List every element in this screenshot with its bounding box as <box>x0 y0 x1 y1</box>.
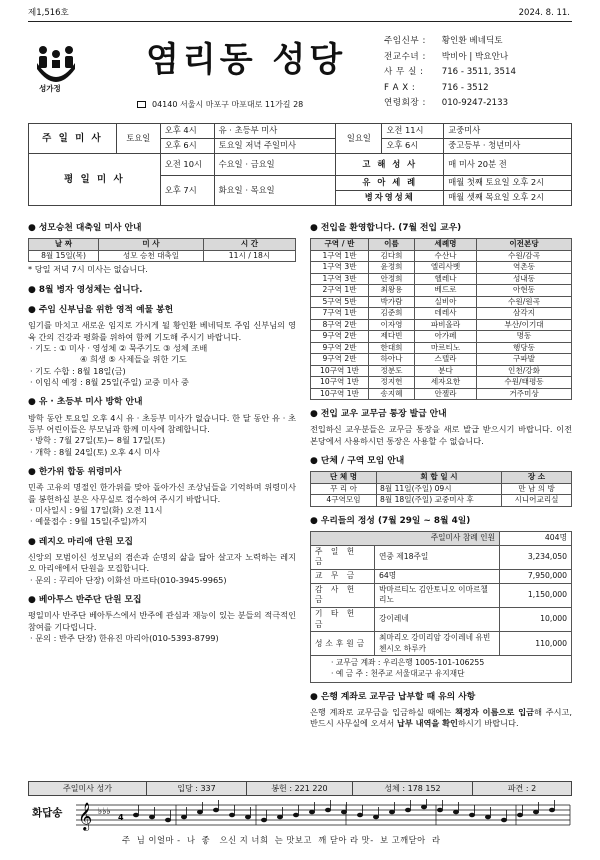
note-head <box>373 815 378 819</box>
issue-date: 2024. 8. 11. <box>518 8 570 18</box>
table-cell: 박가람 <box>369 296 415 307</box>
table-cell: 김다희 <box>369 250 415 261</box>
table-cell: 헬레나 <box>415 273 477 284</box>
sacrament-value: 매월 셋째 목요일 오후 2시 <box>444 191 572 206</box>
section-body: 신앙의 모범이신 성모님의 겸손과 순명의 삶을 닮아 살고자 노력하는 레지오 마리애에서 단원을 모집합니다. <box>28 552 296 574</box>
parish-logo <box>33 45 79 93</box>
account-holder: · 예 금 주 : 천주교 서울대교구 유지재단 <box>331 669 465 679</box>
note-head <box>149 815 154 819</box>
list-item: · 방학 : 7월 27일(토)~ 8월 17일(토) <box>30 435 166 446</box>
note-head <box>549 808 554 812</box>
list-item: · 예물접수 : 9월 15일(주일)까지 <box>30 516 147 527</box>
sacrament-label: 유 아 세 례 <box>336 176 444 191</box>
passbook-section: ● 전입 교우 교무금 통장 발급 안내 전입하신 교우분들은 교무금 통장을 새로 발급 받으시기 바랍니다. 이전 본당에서 사용하시던 통장은 사용할 수 없습니다. <box>310 408 572 446</box>
note-head <box>421 805 426 809</box>
list-item: · 문의 : 반주 단장) 한유진 마리아(010-5393-8799) <box>30 633 219 644</box>
table-cell: 엘리사벳 <box>415 262 477 273</box>
table-cell: 명동 <box>477 331 572 342</box>
saturday-label: 토요일 <box>116 124 160 154</box>
logo-caption: 성가정 <box>39 84 61 93</box>
responsorial-label: 화답송 <box>32 807 63 819</box>
offering-cat: 주 일 헌 금 <box>311 545 375 569</box>
address: 04140 서울시 마포구 마포대로 11가길 28 <box>152 100 304 109</box>
svg-text:♭♭♭: ♭♭♭ <box>98 807 111 817</box>
table-cell: 역촌동 <box>477 262 572 273</box>
staff-row: F A X : 716 - 3512 <box>384 82 489 93</box>
table-cell: 성내동 <box>477 273 572 284</box>
table-cell: 8구역 2반 <box>311 319 369 330</box>
assumption-table: 날 짜 미 사 시 간 8월 15일(목) 성모 승천 대축일 11시 / 18시 <box>28 238 296 262</box>
note-head <box>357 813 362 817</box>
table-cell: 10구역 1반 <box>311 365 369 376</box>
sat-mass-name: 토요일 저녁 주일미사 <box>214 139 336 154</box>
mail-icon <box>137 101 146 108</box>
sick-communion-section: ● 8월 병자 영성체는 쉽니다. <box>28 284 143 295</box>
table-cell: 파비올라 <box>415 319 477 330</box>
table-cell: 김준희 <box>369 308 415 319</box>
sun-mass-name: 교중미사 <box>444 124 572 139</box>
sacrament-label: 고 해 성 사 <box>336 154 444 176</box>
beatus-recruit-section: ● 베아투스 반주단 단원 모집 평일미사 반주단 베아투스에서 반주에 관심과 재능이 있는 분들의 적극적인 참여를 기다립니다. · 문의 : 반주 단장) 한유진 마리아(010-5393-8799) <box>28 595 296 644</box>
staff-row: 주임신부 : 황인환 베네딕토 <box>384 36 503 46</box>
sun-time: 오후 6시 <box>382 139 444 154</box>
offering-desc: 연중 제18주일 <box>375 545 500 569</box>
table-cell: 제다빈 <box>369 331 415 342</box>
note-head <box>437 808 442 812</box>
table-cell: 안젤라 <box>415 388 477 399</box>
kids-mass-vacation-section: ● 유 · 초등부 미사 방학 안내 방학 동안 토요일 오후 4시 유 · 초등부 미사가 없습니다. 한 달 동안 유 · 초등부 어린이들은 부모님과 함께 미사에 참례합니다. · 방학 : 7월 27일(토)~ 8월 17일(토) · 개학 : 8월 24일(토) 오후 4시 미사 <box>28 397 296 457</box>
table-cell: 이자영 <box>369 319 415 330</box>
sacrament-value: 매월 첫째 토요일 오후 2시 <box>444 176 572 191</box>
right-column <box>310 222 572 730</box>
note-head <box>261 818 266 822</box>
table-cell: 삼각지 <box>477 308 572 319</box>
offering-amount: 1,150,000 <box>500 583 572 607</box>
section-title: 전입 교우 교무금 통장 발급 안내 <box>320 408 447 419</box>
note-head <box>229 813 234 817</box>
attendance-label: 주일미사 참례 인원 <box>311 532 500 546</box>
table-cell: 1구역 1반 <box>311 250 369 261</box>
table-cell: 마르티노 <box>415 342 477 353</box>
table-cell: 1구역 3반 <box>311 262 369 273</box>
staff-row: 사 무 실 : 716 - 3511, 3514 <box>384 67 516 77</box>
staff-row: 전교수녀 : 박비아 | 박요안나 <box>384 51 509 62</box>
table-cell: 11시 / 18시 <box>204 250 296 261</box>
sat-time: 오후 6시 <box>160 139 214 154</box>
weekday-days: 화요일 · 목요일 <box>214 176 336 206</box>
account-number: · 교무금 계좌 : 우리은행 1005-101-106255 <box>331 658 485 668</box>
offering-desc: 64명 <box>375 570 500 584</box>
table-row <box>311 583 572 607</box>
note-head <box>485 815 490 819</box>
treble-clef-icon: 𝄞 <box>78 802 93 830</box>
section-body: 임기를 마치고 새로운 임지로 가시게 될 황인환 베네딕토 주임 신부님의 영육 간의 건강과 평화를 위하여 함께 기도해 주시기 바랍니다. <box>28 320 296 342</box>
section-title: 은행 계좌로 교무금 납부할 때 유의 사항 <box>320 691 476 702</box>
section-title: 한가위 합동 위령미사 <box>38 467 122 477</box>
group-meeting-section: ● 단체 / 구역 모임 안내 단 체 명 회 합 일 시 장 소 꾸 리 아 8월 11일(주일) 09시 만 남 의 방 4구역모임 8월 18일(주일) 교중미사 후 시니어교리실 <box>310 455 572 507</box>
table-row <box>311 250 572 261</box>
table-cell: 윤정희 <box>369 262 415 273</box>
table-cell: 거주미상 <box>477 388 572 399</box>
table-cell: 수원/감곡 <box>477 250 572 261</box>
list-item: · 기도 : ① 미사 · 영성체 ② 묵주기도 ③ 성체 조배 <box>30 343 208 354</box>
section-body: 방학 동안 토요일 오후 4시 유 · 초등부 미사가 없습니다. 한 달 동안 유 · 초등부 어린이들은 부모님과 함께 미사에 참례합니다. <box>28 412 296 435</box>
table-row: 4구역모임 8월 18일(주일) 교중미사 후 시니어교리실 <box>311 495 572 506</box>
table-row <box>311 377 572 388</box>
holy-family-logo-icon <box>33 45 79 85</box>
note-head <box>133 813 138 817</box>
table-row <box>311 570 572 584</box>
note-head <box>213 808 218 812</box>
section-title: 베아투스 반주단 단원 모집 <box>38 595 142 605</box>
new-parishioners-table: 구역 / 반 이름 세례명 이전본당 1구역 1반 김다희 수산나 수원/감곡 1구역 3반 윤정희 엘리사벳 역촌동 1구역 3반 안정희 헬레나 성내동 2구역 1반 최왕용 베드로 아현동 5구역 5반 박가람 실비아 수원/원곡 7구역 1반 김준희 데레사 삼각지 8구역 2반 이자영 파비올라 부산/이기대 9구역 2반 제다빈 아가페 명동 9구역 2반 한대희 마르티노 행당동 9구역 2반 하아나 스텔라 구파발 10구역 1반 정분도 분다 인천/강화 10구역 1반 정지헌 세자요한 수원/태평동 10구역 1반 송지혜 안젤라 거주미상 <box>310 238 572 400</box>
note-head <box>533 810 538 814</box>
table-cell: 스텔라 <box>415 354 477 365</box>
table-row: 꾸 리 아 8월 11일(주일) 09시 만 남 의 방 <box>311 483 572 494</box>
section-title: 성모승천 대축일 미사 안내 <box>38 223 142 233</box>
note-head <box>341 810 346 814</box>
section-body: 은행 계좌로 교무금을 입금하실 때에는 책정자 이름으로 입금해 주시고, 반드시 사무실에 오셔서 납부 내역을 확인하시기 바랍니다. <box>310 707 572 729</box>
table-cell: 정지헌 <box>369 377 415 388</box>
list-item: · 개학 : 8월 24일(토) 오후 4시 미사 <box>30 446 160 457</box>
table-row <box>311 342 572 353</box>
list-item: · 문의 : 꾸리아 단장) 이화선 마르타(010-3945-9965) <box>30 574 227 585</box>
address-line <box>137 99 303 110</box>
offering-cat: 감 사 헌 금 <box>311 583 375 607</box>
hymn-communion: 성체 : 178 152 <box>353 782 473 796</box>
table-cell: 아가페 <box>415 331 477 342</box>
spiritual-offering-section: ● 주임 신부님을 위한 영적 예물 봉헌 임기를 마치고 새로운 임지로 가시게 될 황인환 베네딕토 주임 신부님의 영육 간의 건강과 평화를 위하여 함께 기도해 주시기 바랍니다. · 기도 : ① 미사 · 영성체 ② 묵주기도 ③ 성체 조배 ④ 희생 ⑤ 사제들을 위한 기도 · 기도 수합 : 8월 18일(금) · 이임식 예정 : 8월 25일(주일) 교중 미사 중 <box>28 305 296 388</box>
note-head <box>181 815 186 819</box>
section-title: 단체 / 구역 모임 안내 <box>320 456 405 466</box>
music-staff <box>76 799 572 833</box>
note-head <box>245 815 250 819</box>
offering-cat: 기 타 헌 금 <box>311 607 375 631</box>
left-column <box>28 222 296 644</box>
weekday-time: 오후 7시 <box>160 176 214 206</box>
note-head <box>405 808 410 812</box>
note-head <box>517 813 522 817</box>
sun-mass-name: 중고등부 · 청년미사 <box>444 139 572 154</box>
table-row <box>311 296 572 307</box>
sunday-day-label: 일요일 <box>336 124 382 154</box>
table-cell: 분다 <box>415 365 477 376</box>
section-body: 민족 고유의 명절인 한가위를 맞아 돌아가신 조상님들을 기억하며 위령미사를 봉헌하실 분은 사무실로 접수하여 주시기 바랍니다. <box>28 482 296 504</box>
offering-desc: 박마르티노 김안토니오 이마르첼리노 <box>375 583 500 607</box>
table-row <box>311 545 572 569</box>
offering-amount: 3,234,050 <box>500 545 572 569</box>
table-cell: 7구역 1반 <box>311 308 369 319</box>
table-cell: 2구역 1반 <box>311 285 369 296</box>
hymn-offertory: 봉헌 : 221 220 <box>247 782 353 796</box>
issue-number: 제1,516호 <box>28 8 69 18</box>
table-cell: 5구역 5반 <box>311 296 369 307</box>
issue-line <box>28 8 572 22</box>
section-body: 전입하신 교우분들은 교무금 통장을 새로 발급 받으시기 바랍니다. 이전 본당에서 사용하시던 통장은 사용할 수 없습니다. <box>310 424 572 446</box>
table-cell: 9구역 2반 <box>311 342 369 353</box>
table-cell: 안정희 <box>369 273 415 284</box>
table-cell: 구파발 <box>477 354 572 365</box>
table-row <box>311 632 572 656</box>
sunday-mass-label: 주 일 미 사 <box>29 124 117 154</box>
table-cell: 8월 15일(목) <box>29 250 99 261</box>
note-head <box>389 810 394 814</box>
hymn-recessional: 파견 : 2 <box>473 782 572 796</box>
table-row <box>311 607 572 631</box>
bank-transfer-section: ● 은행 계좌로 교무금 납부할 때 유의 사항 은행 계좌로 교무금을 입금하실 때에는 책정자 이름으로 입금해 주시고, 반드시 사무실에 오셔서 납부 내역을 확인하시기 바랍니다. <box>310 691 572 729</box>
sat-mass-name: 유 · 초등부 미사 <box>214 124 336 139</box>
legion-recruit-section: ● 레지오 마리애 단원 모집 신앙의 모범이신 성모님의 겸손과 순명의 삶을 닮아 살고자 노력하는 레지오 마리애에서 단원을 모집합니다. · 문의 : 꾸리아 단장) 이화선 마르타(010-3945-9965) <box>28 536 296 585</box>
list-item: · 미사일시 : 9월 17일(화) 오전 11시 <box>30 505 163 516</box>
offering-amount: 110,000 <box>500 632 572 656</box>
note-head <box>293 813 298 817</box>
section-title: 레지오 마리애 단원 모집 <box>38 536 134 547</box>
section-title: 8월 병자 영성체는 쉽니다. <box>38 284 143 295</box>
account-info <box>311 656 572 682</box>
staff-row: 연령회장 : 010-9247-2133 <box>384 98 509 108</box>
hymn-lyrics: 주 님 이얼마 - 나 좋 으신 지 너희 는 맛보고 깨 닫아 라 맛- 보 고깨닫아 라 <box>122 835 441 845</box>
weekday-mass-label: 평 일 미 사 <box>29 154 161 206</box>
table-row <box>311 354 572 365</box>
table-cell: 성모 승천 대축일 <box>99 250 204 261</box>
table-row <box>311 308 572 319</box>
table-cell: 1구역 3반 <box>311 273 369 284</box>
section-title: 유 · 초등부 미사 방학 안내 <box>38 397 143 408</box>
table-cell: 9구역 2반 <box>311 331 369 342</box>
assumption-mass-section: ● 성모승천 대축일 미사 안내 날 짜 미 사 시 간 8월 15일(목) 성모 승천 대축일 11시 / 18시 * 당일 저녁 7시 미사는 없습니다. <box>28 222 296 276</box>
section-title: 우리들의 정성 (7월 29일 ~ 8월 4일) <box>320 515 471 526</box>
note-head <box>469 813 474 817</box>
section-title: 주임 신부님을 위한 영적 예물 봉헌 <box>38 305 174 316</box>
table-cell: 정분도 <box>369 365 415 376</box>
table-row <box>311 319 572 330</box>
mass-schedule-table <box>28 123 572 206</box>
offering-amount: 7,950,000 <box>500 570 572 584</box>
note-head <box>453 810 458 814</box>
section-body: 평일미사 반주단 베아투스에서 반주에 관심과 재능이 있는 분들의 적극적인 참여를 기다립니다. <box>28 610 296 632</box>
note-head <box>309 810 314 814</box>
list-item: ④ 희생 ⑤ 사제들을 위한 기도 <box>80 354 187 365</box>
table-cell: 인천/강화 <box>477 365 572 376</box>
hymn-entrance: 입당 : 337 <box>147 782 247 796</box>
table-cell: 데레사 <box>415 308 477 319</box>
table-row <box>311 273 572 284</box>
table-cell: 행당동 <box>477 342 572 353</box>
offering-desc: 최마리오 강미리암 강이레네 유빈첸시오 하루카 <box>375 632 500 656</box>
table-row <box>311 285 572 296</box>
table-cell: 수원/원곡 <box>477 296 572 307</box>
list-item: · 이임식 예정 : 8월 25일(주일) 교중 미사 중 <box>30 377 189 388</box>
section-title: 전입을 환영합니다. (7월 전입 교우) <box>320 223 462 233</box>
hymn-numbers-bar <box>28 781 572 796</box>
table-cell: 부산/이기대 <box>477 319 572 330</box>
table-row <box>311 331 572 342</box>
table-cell: 한대희 <box>369 342 415 353</box>
list-item: · 기도 수합 : 8월 18일(금) <box>30 365 126 376</box>
table-cell: 10구역 1반 <box>311 377 369 388</box>
table-cell: 하아나 <box>369 354 415 365</box>
offerings-section: ● 우리들의 정성 (7월 29일 ~ 8월 4일) 주일미사 참례 인원 404명 주 일 헌 금 연중 제18주일 3,234,050 교 무 금 64명 7,950,000 감 사 헌 금 박마르티노 김안토니오 이마르첼리노 1,150,000 기 타 헌 금 강이레네 10,000 성소후원금 최마리오 강미리암 강이레네 유빈첸시오 하루카 110,000 · 교무금 계좌 : 우리은행 1005-101-106255 · 예 금 주 : 천주교 서울대교구 유지재단 <box>310 515 572 683</box>
note-head <box>501 818 506 822</box>
table-cell: 베드로 <box>415 285 477 296</box>
offering-cat: 교 무 금 <box>311 570 375 584</box>
staff-info <box>384 34 574 112</box>
note-head <box>325 808 330 812</box>
table-cell: 송지혜 <box>369 388 415 399</box>
table-cell: 세자요한 <box>415 377 477 388</box>
offering-amount: 10,000 <box>500 607 572 631</box>
offerings-table <box>310 531 572 683</box>
chuseok-requiem-section: ● 한가위 합동 위령미사 민족 고유의 명절인 한가위를 맞아 돌아가신 조상님들을 기억하며 위령미사를 봉헌하실 분은 사무실로 접수하여 주시기 바랍니다. · 미사일시 : 9월 17일(화) 오전 11시 · 예물접수 : 9월 15일(주일)까지 <box>28 467 296 527</box>
table-row <box>311 365 572 376</box>
new-parishioners-section: ● 전입을 환영합니다. (7월 전입 교우) 구역 / 반 이름 세례명 이전본당 1구역 1반 김다희 수산나 수원/감곡 1구역 3반 윤정희 엘리사벳 역촌동 1구역 3반 안정희 헬레나 성내동 2구역 1반 최왕용 베드로 아현동 5구역 5반 박가람 실비아 수원/원곡 7구역 1반 김준희 데레사 삼각지 8구역 2반 이자영 파비올라 부산/이기대 9구역 2반 제다빈 아가페 명동 9구역 2반 한대희 마르티노 행당동 9구역 2반 하아나 스텔라 구파발 10구역 1반 정분도 분다 인천/강화 10구역 1반 정지헌 세자요한 수원/태평동 10구역 1반 송지혜 안젤라 거주미상 <box>310 222 572 400</box>
table-cell: 수산나 <box>415 250 477 261</box>
note-head <box>277 815 282 819</box>
table-cell: 실비아 <box>415 296 477 307</box>
sun-time: 오전 11시 <box>382 124 444 139</box>
note-head <box>197 810 202 814</box>
table-cell: 최왕용 <box>369 285 415 296</box>
offering-desc: 강이레네 <box>375 607 500 631</box>
table-row <box>311 262 572 273</box>
note-head <box>165 818 170 822</box>
sacrament-label: 병자영성체 <box>336 191 444 206</box>
sat-time: 오후 4시 <box>160 124 214 139</box>
hymn-label: 주일미사 성가 <box>29 782 147 796</box>
table-cell: 9구역 2반 <box>311 354 369 365</box>
weekday-days: 수요일 · 금요일 <box>214 154 336 176</box>
parish-name: 염리동 성당 <box>146 40 347 80</box>
group-meeting-table: 단 체 명 회 합 일 시 장 소 꾸 리 아 8월 11일(주일) 09시 만 남 의 방 4구역모임 8월 18일(주일) 교중미사 후 시니어교리실 <box>310 471 572 506</box>
table-cell: 10구역 1반 <box>311 388 369 399</box>
table-cell: 수원/태평동 <box>477 377 572 388</box>
offering-cat: 성소후원금 <box>311 632 375 656</box>
table-row <box>311 388 572 399</box>
sacrament-value: 매 미사 20분 전 <box>444 154 572 176</box>
table-cell: 아현동 <box>477 285 572 296</box>
weekday-time: 오전 10시 <box>160 154 214 176</box>
svg-text:4: 4 <box>118 813 124 822</box>
note: * 당일 저녁 7시 미사는 없습니다. <box>28 264 148 275</box>
attendance-value: 404명 <box>500 532 572 546</box>
